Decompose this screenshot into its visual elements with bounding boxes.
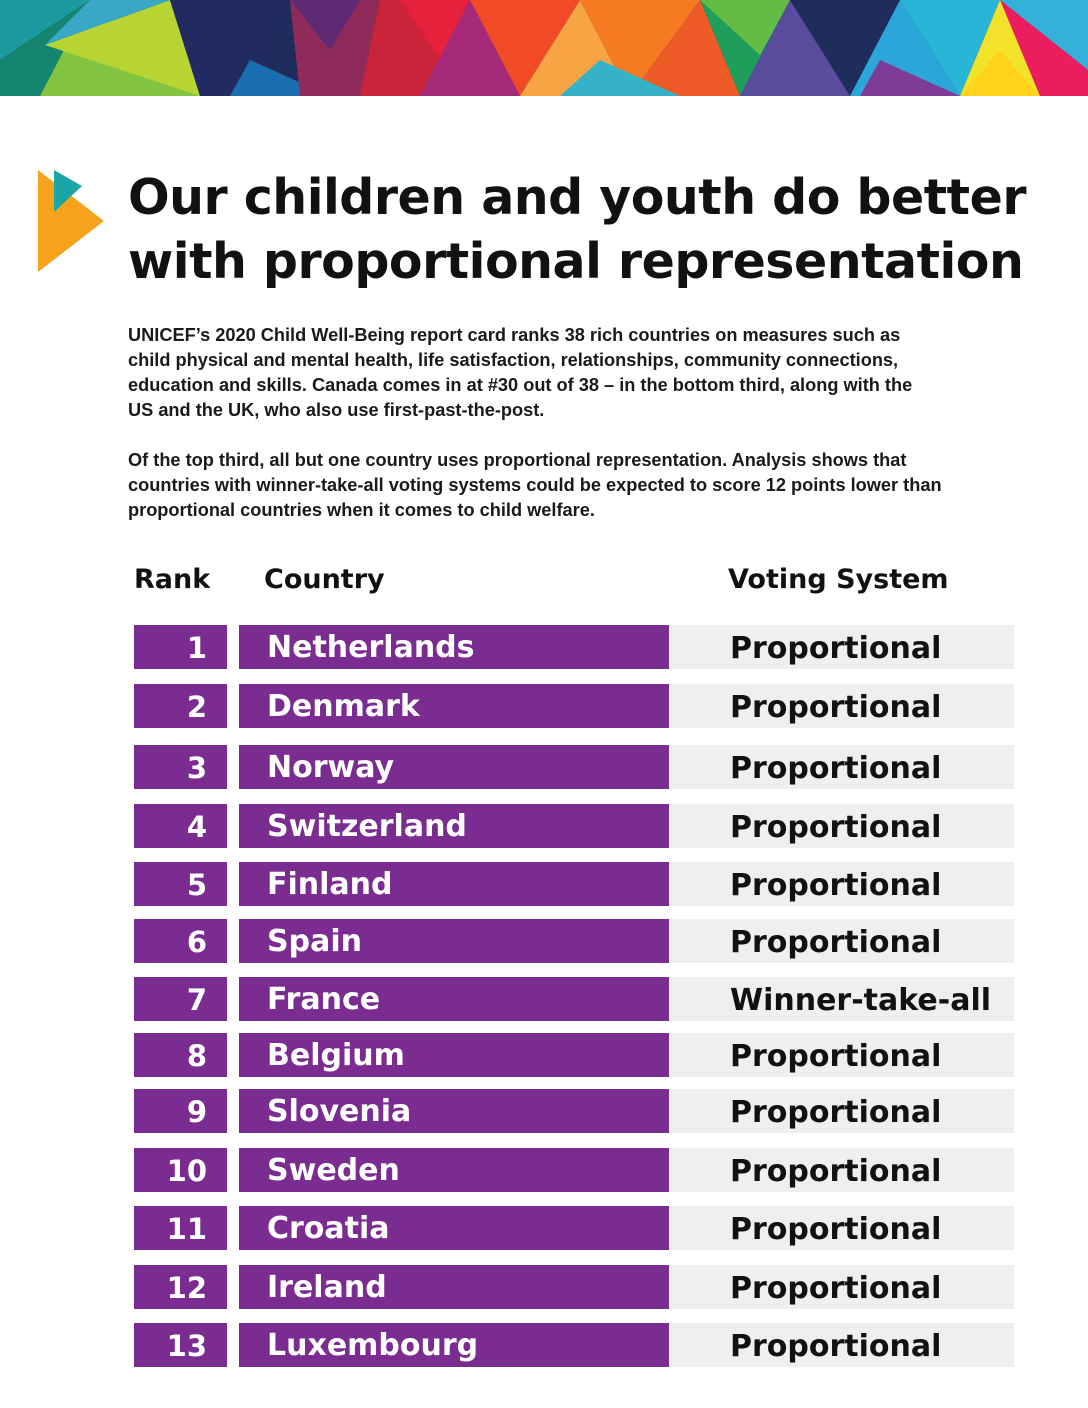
- country-cell: Switzerland: [239, 804, 669, 848]
- rank-cell: 1: [134, 625, 227, 669]
- rank-cell: 5: [134, 862, 227, 906]
- voting-system-cell: Proportional: [669, 804, 1014, 848]
- country-cell: Spain: [239, 919, 669, 963]
- table-row: [0, 1206, 1088, 1250]
- table-row: [0, 977, 1088, 1021]
- rank-cell: 8: [134, 1033, 227, 1077]
- table-row: [0, 684, 1088, 728]
- voting-system-cell: Proportional: [669, 745, 1014, 789]
- country-cell: Sweden: [239, 1148, 669, 1192]
- country-cell: Belgium: [239, 1033, 669, 1077]
- voting-system-cell: Proportional: [669, 625, 1014, 669]
- rank-cell: 9: [134, 1089, 227, 1133]
- analysis-paragraph: Of the top third, all but one country uses proportional representation. Analysis shows that countries with winner-take-all voting systems could be expected to score 12 points lower than proportional countries when it comes to child welfare.: [128, 450, 942, 520]
- rank-cell: 2: [134, 684, 227, 728]
- voting-system-cell: Proportional: [669, 1033, 1014, 1077]
- table-row: [0, 919, 1088, 963]
- country-cell: Finland: [239, 862, 669, 906]
- voting-system-column-header: Voting System: [728, 564, 949, 595]
- rank-cell: 13: [134, 1323, 227, 1367]
- voting-system-cell: Proportional: [669, 1089, 1014, 1133]
- table-row: [0, 625, 1088, 669]
- voting-system-cell: Proportional: [669, 862, 1014, 906]
- rank-cell: 4: [134, 804, 227, 848]
- table-row: [0, 862, 1088, 906]
- country-column-header: Country: [264, 564, 385, 595]
- table-row: [0, 1323, 1088, 1367]
- rank-column-header: Rank: [134, 564, 211, 595]
- country-cell: Luxembourg: [239, 1323, 669, 1367]
- table-row: [0, 745, 1088, 789]
- voting-system-cell: Proportional: [669, 1148, 1014, 1192]
- voting-system-cell: Proportional: [669, 684, 1014, 728]
- title-line-2: with proportional representation: [128, 233, 1024, 290]
- rank-cell: 7: [134, 977, 227, 1021]
- voting-system-cell: Proportional: [669, 1206, 1014, 1250]
- country-cell: Norway: [239, 745, 669, 789]
- country-cell: Netherlands: [239, 625, 669, 669]
- rank-cell: 12: [134, 1265, 227, 1309]
- voting-system-cell: Winner-take-all: [669, 977, 1014, 1021]
- voting-system-cell: Proportional: [669, 1323, 1014, 1367]
- country-cell: Ireland: [239, 1265, 669, 1309]
- table-row: [0, 1033, 1088, 1077]
- intro-paragraph: UNICEF’s 2020 Child Well-Being report card ranks 38 rich countries on measures such as child physical and mental health, life satisfaction, relationships, community connections, education and skills. Canada comes in at #30 out of 38 – in the bottom third, along with the US and the UK, who also use first-past-the-post.: [128, 325, 913, 420]
- country-cell: Slovenia: [239, 1089, 669, 1133]
- rank-cell: 3: [134, 745, 227, 789]
- rank-cell: 11: [134, 1206, 227, 1250]
- table-row: [0, 1148, 1088, 1192]
- table-row: [0, 1089, 1088, 1133]
- country-cell: Croatia: [239, 1206, 669, 1250]
- table-row: [0, 804, 1088, 848]
- country-cell: France: [239, 977, 669, 1021]
- country-cell: Denmark: [239, 684, 669, 728]
- rank-cell: 6: [134, 919, 227, 963]
- voting-system-cell: Proportional: [669, 1265, 1014, 1309]
- table-row: [0, 1265, 1088, 1309]
- rank-cell: 10: [134, 1148, 227, 1192]
- title-line-1: Our children and youth do better: [128, 169, 1026, 226]
- voting-system-cell: Proportional: [669, 919, 1014, 963]
